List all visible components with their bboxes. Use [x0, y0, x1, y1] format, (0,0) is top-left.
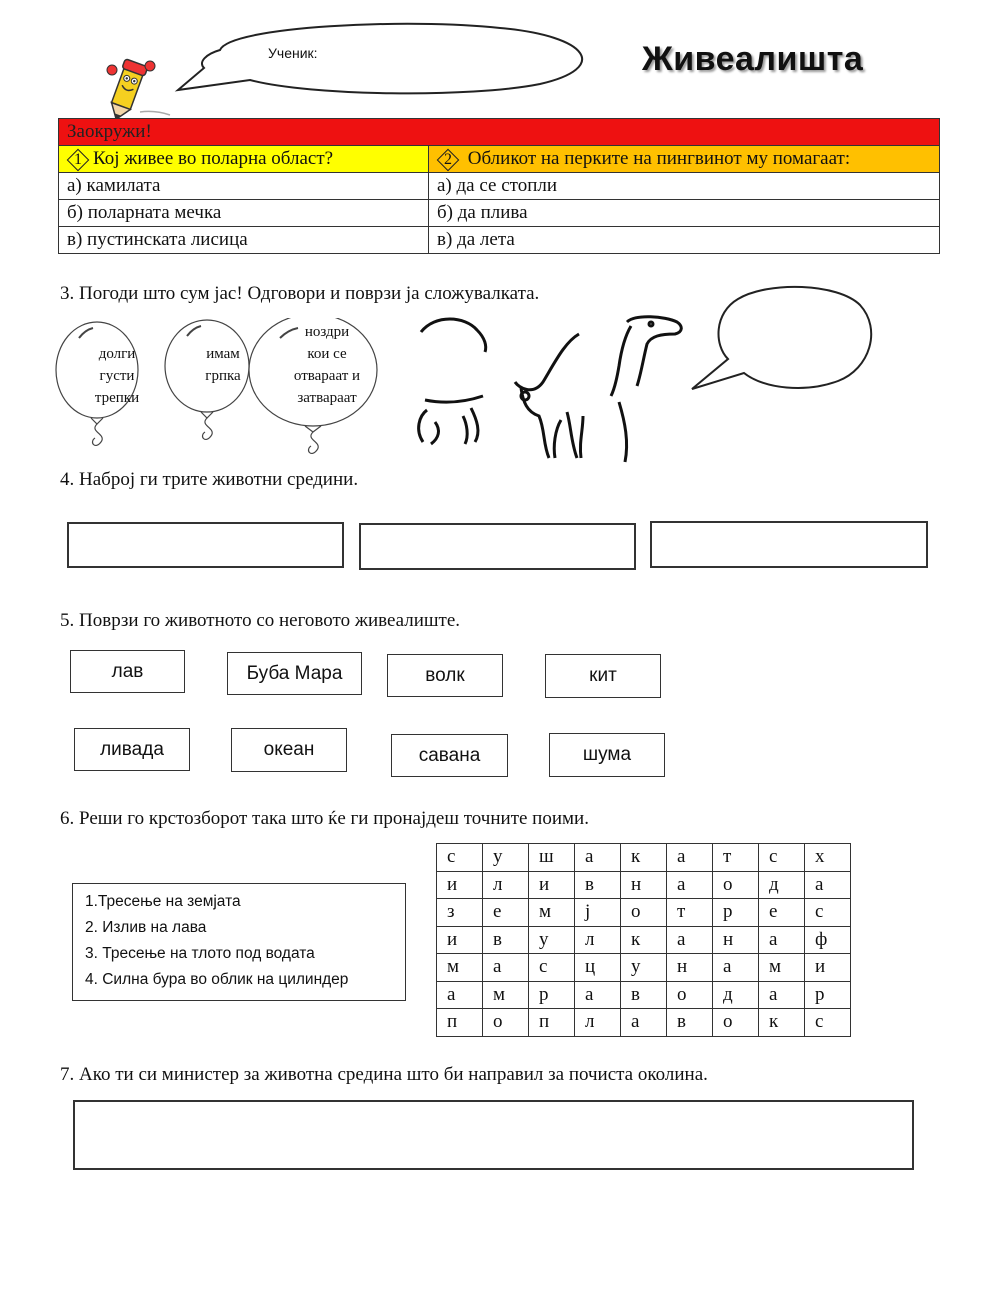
- grid-cell[interactable]: а: [483, 954, 529, 982]
- grid-cell[interactable]: в: [575, 871, 621, 899]
- grid-cell[interactable]: а: [759, 981, 805, 1009]
- grid-cell[interactable]: м: [529, 899, 575, 927]
- grid-cell[interactable]: с: [759, 844, 805, 872]
- grid-cell[interactable]: у: [621, 954, 667, 982]
- clue-4: 4. Силна бура во облик на цилиндер: [85, 971, 349, 988]
- grid-cell[interactable]: и: [529, 871, 575, 899]
- grid-cell[interactable]: а: [667, 844, 713, 872]
- question-6-text: 6. Реши го крстозборот така што ќе ги пронајдеш точните поими.: [60, 808, 589, 829]
- minister-answer-box[interactable]: [73, 1100, 914, 1170]
- grid-cell[interactable]: о: [483, 1009, 529, 1037]
- grid-cell[interactable]: к: [621, 844, 667, 872]
- grid-cell[interactable]: а: [575, 844, 621, 872]
- crossword-clues: [72, 883, 406, 1001]
- q2-option-b[interactable]: б) да плива: [429, 200, 940, 227]
- grid-cell[interactable]: ј: [575, 899, 621, 927]
- grid-cell[interactable]: а: [667, 926, 713, 954]
- grid-cell[interactable]: ф: [805, 926, 851, 954]
- grid-row: [437, 926, 851, 954]
- grid-cell[interactable]: и: [437, 926, 483, 954]
- grid-cell[interactable]: а: [759, 926, 805, 954]
- grid-cell[interactable]: ц: [575, 954, 621, 982]
- grid-cell[interactable]: а: [621, 1009, 667, 1037]
- speech-bubble-student: [170, 18, 600, 98]
- grid-row: [437, 1009, 851, 1037]
- word-search-grid: [436, 843, 851, 1037]
- grid-cell[interactable]: у: [529, 926, 575, 954]
- grid-cell[interactable]: м: [759, 954, 805, 982]
- grid-cell[interactable]: т: [713, 844, 759, 872]
- grid-cell[interactable]: в: [621, 981, 667, 1009]
- grid-cell[interactable]: с: [529, 954, 575, 982]
- animal-box-lion[interactable]: лав: [70, 650, 185, 693]
- grid-cell[interactable]: о: [713, 1009, 759, 1037]
- q2-option-a[interactable]: а) да се стопли: [429, 173, 940, 200]
- speech-bubble-answer: [688, 285, 878, 395]
- grid-row: [437, 871, 851, 899]
- student-name-label: Ученик:: [268, 45, 318, 61]
- question-3-text: 3. Погоди што сум јас! Одговори и поврзи ја сложувалката.: [60, 283, 540, 304]
- grid-cell[interactable]: д: [713, 981, 759, 1009]
- clue-3: 3. Тресење на тлото под водата: [85, 945, 315, 962]
- grid-cell[interactable]: а: [575, 981, 621, 1009]
- grid-cell[interactable]: е: [483, 899, 529, 927]
- q1-option-a[interactable]: а) камилата: [59, 173, 429, 200]
- grid-cell[interactable]: у: [483, 844, 529, 872]
- grid-cell[interactable]: с: [437, 844, 483, 872]
- grid-row: [437, 844, 851, 872]
- grid-cell[interactable]: и: [437, 871, 483, 899]
- grid-cell[interactable]: д: [759, 871, 805, 899]
- balloon-3-text: ноздри кои се отвараат и затвараат: [293, 324, 361, 406]
- environment-answer-box-1[interactable]: [67, 522, 344, 568]
- habitat-box-savanna[interactable]: савана: [391, 734, 508, 777]
- grid-cell[interactable]: з: [437, 899, 483, 927]
- question-4-text: 4. Наброј ги трите животни средини.: [60, 469, 359, 490]
- grid-cell[interactable]: о: [713, 871, 759, 899]
- grid-cell[interactable]: в: [667, 1009, 713, 1037]
- questions-table: [58, 118, 940, 254]
- animal-box-wolf[interactable]: волк: [387, 654, 503, 697]
- environment-answer-box-2[interactable]: [359, 523, 636, 570]
- pencil-mascot-icon: [100, 52, 180, 122]
- grid-cell[interactable]: а: [713, 954, 759, 982]
- grid-cell[interactable]: е: [759, 899, 805, 927]
- grid-cell[interactable]: к: [621, 926, 667, 954]
- grid-cell[interactable]: о: [621, 899, 667, 927]
- grid-cell[interactable]: к: [759, 1009, 805, 1037]
- grid-cell[interactable]: н: [713, 926, 759, 954]
- grid-cell[interactable]: н: [667, 954, 713, 982]
- grid-row: [437, 981, 851, 1009]
- habitat-box-forest[interactable]: шума: [549, 733, 665, 777]
- instruction-cell: Заокружи!: [59, 119, 940, 146]
- balloon-1-text: долги густи трепки: [94, 346, 140, 406]
- grid-row: [437, 899, 851, 927]
- grid-cell[interactable]: р: [713, 899, 759, 927]
- balloon-2-text: имам грпка: [205, 346, 241, 384]
- number-1-icon: 1: [67, 149, 89, 171]
- grid-cell[interactable]: в: [483, 926, 529, 954]
- grid-cell[interactable]: х: [805, 844, 851, 872]
- grid-cell[interactable]: с: [805, 899, 851, 927]
- grid-cell[interactable]: а: [437, 981, 483, 1009]
- grid-cell[interactable]: с: [805, 1009, 851, 1037]
- question-1: 1 Кој живее во поларна област?: [59, 146, 429, 173]
- grid-cell[interactable]: л: [483, 871, 529, 899]
- grid-cell[interactable]: р: [805, 981, 851, 1009]
- animal-box-ladybug[interactable]: Буба Мара: [227, 652, 362, 695]
- grid-cell[interactable]: ш: [529, 844, 575, 872]
- grid-cell[interactable]: п: [529, 1009, 575, 1037]
- animal-box-whale[interactable]: кит: [545, 654, 661, 698]
- grid-cell[interactable]: а: [667, 871, 713, 899]
- q1-option-c[interactable]: в) пустинската лисица: [59, 227, 429, 254]
- grid-cell[interactable]: л: [575, 926, 621, 954]
- grid-cell[interactable]: м: [437, 954, 483, 982]
- q2-option-c[interactable]: в) да лета: [429, 227, 940, 254]
- question-5-text: 5. Поврзи го животното со неговото живеалиште.: [60, 610, 461, 631]
- grid-cell[interactable]: а: [805, 871, 851, 899]
- question-7-text: 7. Ако ти си министер за животна средина што би направил за почиста околина.: [60, 1064, 708, 1085]
- grid-cell[interactable]: н: [621, 871, 667, 899]
- grid-cell[interactable]: п: [437, 1009, 483, 1037]
- clue-1: 1.Тресење на земјата: [85, 893, 241, 910]
- q1-option-b[interactable]: б) поларната мечка: [59, 200, 429, 227]
- habitat-box-meadow[interactable]: ливада: [74, 728, 190, 771]
- grid-cell[interactable]: р: [529, 981, 575, 1009]
- question-2: 2 Обликот на перките на пингвинот му помагаат:: [429, 146, 940, 173]
- grid-cell[interactable]: л: [575, 1009, 621, 1037]
- environment-answer-box-3[interactable]: [650, 521, 928, 568]
- grid-row: [437, 954, 851, 982]
- grid-cell[interactable]: т: [667, 899, 713, 927]
- camel-puzzle-illustration: [415, 312, 695, 467]
- page-title: Живеалишта: [642, 40, 864, 78]
- grid-cell[interactable]: м: [483, 981, 529, 1009]
- number-2-icon: 2: [437, 149, 459, 171]
- grid-cell[interactable]: о: [667, 981, 713, 1009]
- grid-cell[interactable]: и: [805, 954, 851, 982]
- habitat-box-ocean[interactable]: океан: [231, 728, 347, 772]
- clue-2: 2. Излив на лава: [85, 919, 207, 936]
